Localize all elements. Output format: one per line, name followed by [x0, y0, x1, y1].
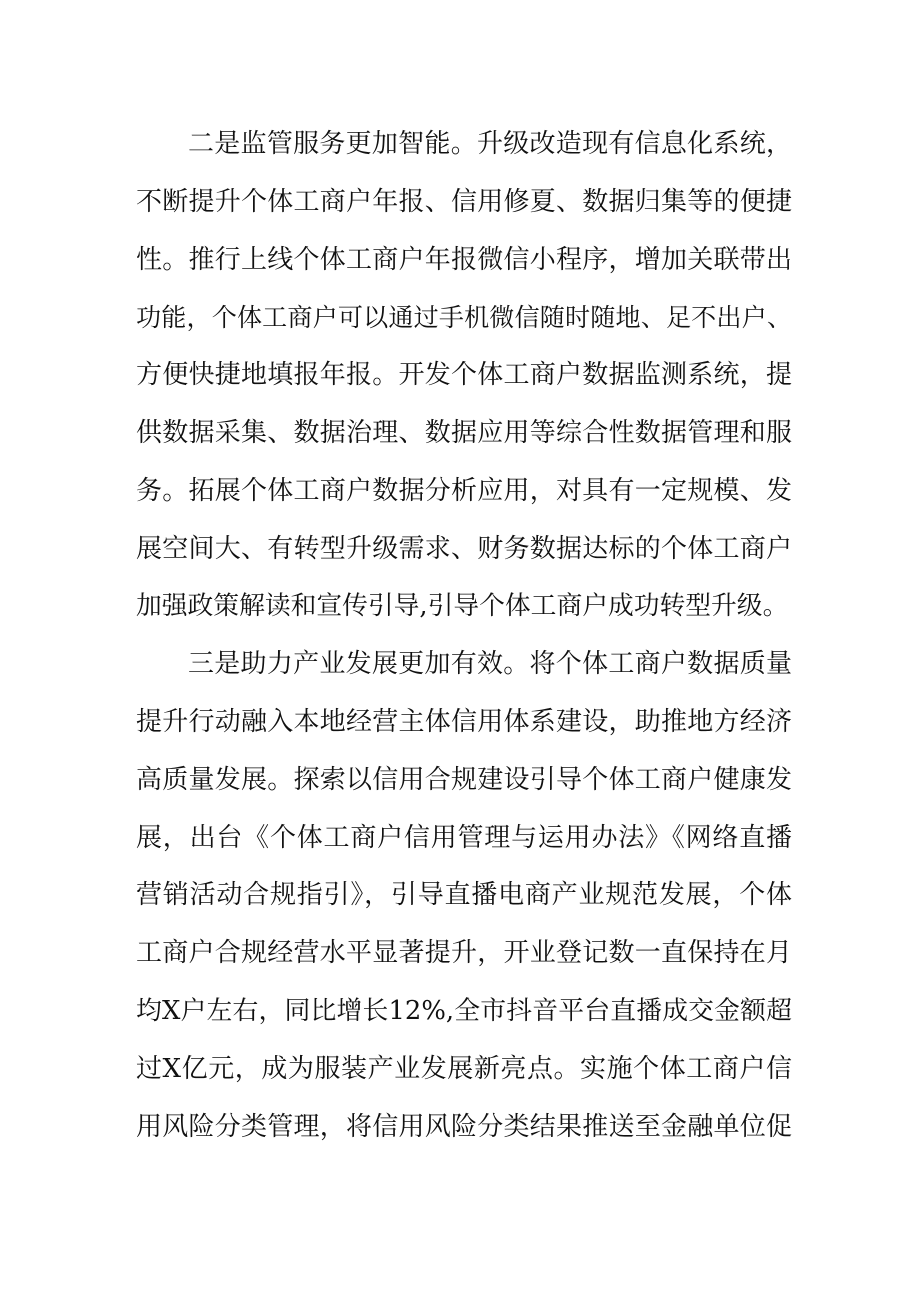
- paragraph-line: 方便快捷地填报年报。开发个体工商户数据监测系统，提: [136, 360, 792, 391]
- paragraph-line: 用风险分类管理，将信用风险分类结果推送至金融单位促: [136, 1111, 792, 1142]
- paragraph-line: 展，出台《个体工商户信用管理与运用办法》《网络直播: [136, 822, 792, 853]
- paragraph-line: 高质量发展。探索以信用合规建设引导个体工商户健康发: [136, 764, 792, 795]
- paragraph-line: 性。推行上线个体工商户年报微信小程序，增加关联带出: [136, 244, 792, 275]
- paragraph-line: 营销活动合规指引》，引导直播电商产业规范发展，个体: [136, 880, 792, 911]
- paragraph-line: 务。拓展个体工商户数据分析应用，对具有一定规模、发: [136, 475, 792, 506]
- paragraph-line: 加强政策解读和宣传引导,引导个体工商户成功转型升级。: [136, 591, 789, 622]
- paragraph-line: 供数据采集、数据治理、数据应用等综合性数据管理和服: [136, 417, 792, 448]
- paragraph-line: 均X户左右，同比增长12%,全市抖音平台直播成交金额超: [136, 995, 792, 1026]
- paragraph-line: 工商户合规经营水平显著提升，开业登记数一直保持在月: [136, 938, 792, 969]
- paragraph-line: 三是助力产业发展更加有效。将个体工商户数据质量: [188, 649, 792, 680]
- document-body: [136, 116, 792, 1156]
- paragraph-line: 过X亿元，成为服装产业发展新亮点。实施个体工商户信: [136, 1053, 792, 1084]
- paragraph-smart-supervision: [136, 116, 792, 636]
- paragraph-line: 提升行动融入本地经营主体信用体系建设，助推地方经济: [136, 706, 792, 737]
- paragraph-industry-development: [136, 636, 792, 1156]
- paragraph-line: 展空间大、有转型升级需求、财务数据达标的个体工商户: [136, 533, 792, 564]
- paragraph-line: 不断提升个体工商户年报、信用修夏、数据归集等的便捷: [136, 186, 792, 217]
- paragraph-line: 二是监管服务更加智能。升级改造现有信息化系统，: [188, 129, 792, 159]
- paragraph-line: 功能，个体工商户可以通过手机微信随时随地、足不出户、: [136, 303, 792, 333]
